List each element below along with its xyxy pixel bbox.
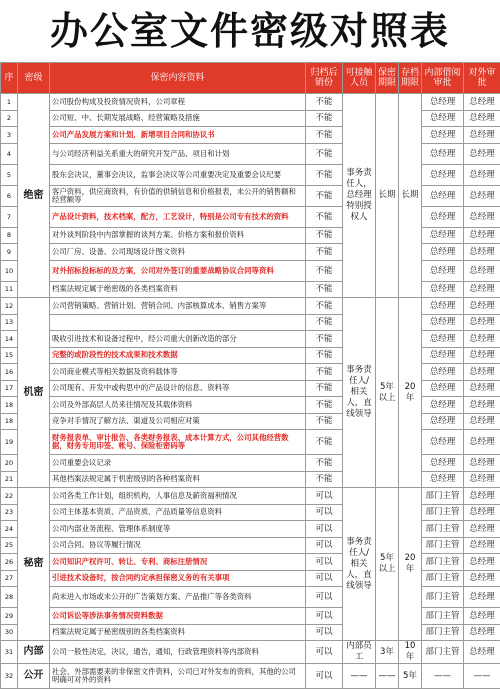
content-item: 公司内部业务流程、管理体系制度等 — [50, 521, 306, 538]
row-number: 2 — [1, 110, 18, 127]
archive-flag: 可以 — [306, 488, 343, 505]
external-approver: 总经理 — [464, 504, 500, 521]
row-number: 27 — [1, 570, 18, 587]
internal-approver: 总经理 — [422, 260, 464, 281]
content-item: 竞争对手情况了解方法、渠道及公司相应对策 — [50, 413, 306, 430]
external-approver: 总经理 — [464, 364, 500, 381]
content-item: 公司诉讼等涉法事务情况资料数据 — [50, 608, 306, 625]
external-approver: 总经理 — [464, 260, 500, 281]
keep-cell: 5年 — [399, 664, 422, 689]
access-group: 事务责任人/相关人，直线领导 — [343, 298, 376, 488]
internal-approver: 总经理 — [422, 364, 464, 381]
table-row — [1, 471, 500, 488]
row-number: 9 — [1, 244, 18, 261]
row-number: 3 — [1, 127, 18, 144]
table-row — [1, 164, 500, 185]
content-item: 公司股份构成及投资情况资料，公司章程 — [50, 94, 306, 111]
internal-approver: 总经理 — [422, 110, 464, 127]
col-internal: 内部借阅审批 — [422, 63, 464, 94]
external-approver: 总经理 — [464, 413, 500, 430]
content-item: 档案法规定属于秘密级别的各类档案资料 — [50, 624, 306, 641]
table-row — [1, 537, 500, 554]
content-item: 对外谈判阶段中内部掌握的谈判方案、价格方案和报价资料 — [50, 227, 306, 244]
internal-approver: 部门主管 — [422, 570, 464, 587]
table-row — [1, 624, 500, 641]
content-item: 公司及外部高层人员来往情况及其载体资料 — [50, 397, 306, 414]
keep-cell: 10年 — [399, 641, 422, 664]
external-approver: 总经理 — [464, 430, 500, 455]
col-external: 对外审批 — [464, 63, 500, 94]
internal-approver: 总经理 — [422, 298, 464, 315]
col-content: 保密内容资料 — [50, 63, 306, 94]
archive-flag: 不能 — [306, 430, 343, 455]
content-item: 引进技术设备时，按合同约定承担保密义务的有关事项 — [50, 570, 306, 587]
row-number: 23 — [1, 504, 18, 521]
archive-flag: 不能 — [306, 110, 343, 127]
table-row — [1, 206, 500, 227]
row-number: 5 — [1, 164, 18, 185]
content-item: 公司主体基本资质、产品资质、产品质量等信息资料 — [50, 504, 306, 521]
archive-flag: 不能 — [306, 413, 343, 430]
table-row — [1, 380, 500, 397]
table-row — [1, 314, 500, 331]
content-item: 财务报表单、审计报告、各类财务报表、成本计算方式，公司其他经营数据，财务专用印签、帐号、保险柜密码等 — [50, 430, 306, 455]
table-row — [1, 430, 500, 455]
external-approver: 总经理 — [464, 521, 500, 538]
period-cell: —— — [376, 664, 399, 689]
content-item: 公司营销策略、营销计划、营销合同、内部核算成本、销售方案等 — [50, 298, 306, 315]
archive-flag: 不能 — [306, 206, 343, 227]
table-row — [1, 244, 500, 261]
internal-approver: 部门主管 — [422, 554, 464, 571]
row-number: 4 — [1, 143, 18, 164]
archive-flag: 可以 — [306, 624, 343, 641]
row-number: 11 — [1, 281, 18, 298]
table-row — [1, 504, 500, 521]
archive-flag: 不能 — [306, 397, 343, 414]
access-group: 事务责任人/相关人，直线领导 — [343, 488, 376, 641]
content-item — [50, 314, 306, 331]
archive-flag: 不能 — [306, 127, 343, 144]
row-number: 12 — [1, 298, 18, 315]
row-number: 24 — [1, 521, 18, 538]
table-row — [1, 94, 500, 111]
col-no: 序 — [1, 63, 18, 94]
row-number: 26 — [1, 554, 18, 571]
table-body — [1, 94, 500, 689]
col-period: 保密期限 — [376, 63, 399, 94]
external-approver: 总经理 — [464, 587, 500, 608]
internal-approver: 部门主管 — [422, 641, 464, 664]
content-item: 公司短、中、长期发展战略、经营策略及措施 — [50, 110, 306, 127]
content-item: 公司知识产权许可、转让、专利、商标注册情况 — [50, 554, 306, 571]
period-cell: 3年 — [376, 641, 399, 664]
internal-approver: 部门主管 — [422, 624, 464, 641]
table-row — [1, 397, 500, 414]
col-archive: 归档后销份 — [306, 63, 343, 94]
table-row — [1, 554, 500, 571]
table-row — [1, 331, 500, 348]
period-cell: 5年以上 — [376, 488, 399, 641]
page-title: 办公室文件密级对照表 — [0, 0, 500, 62]
archive-flag: 可以 — [306, 521, 343, 538]
col-access: 可接触人员 — [343, 63, 376, 94]
archive-flag: 不能 — [306, 164, 343, 185]
internal-approver: 总经理 — [422, 314, 464, 331]
row-number: 8 — [1, 227, 18, 244]
table-row — [1, 521, 500, 538]
archive-flag: 可以 — [306, 608, 343, 625]
table-row — [1, 127, 500, 144]
internal-approver: 部门主管 — [422, 537, 464, 554]
level-label: 绝密 — [18, 94, 50, 298]
content-item: 公司合同、协议等履行情况 — [50, 537, 306, 554]
content-item: 产品设计资料，技术档案，配方，工艺设计，特别是公司专有技术的资料 — [50, 206, 306, 227]
keep-cell: 长期 — [399, 94, 422, 298]
archive-flag: 不能 — [306, 471, 343, 488]
content-item: 与公司经济利益关系重大的研究开发产品、项目和计划 — [50, 143, 306, 164]
external-approver: 总经理 — [464, 314, 500, 331]
table-row — [1, 413, 500, 430]
level-label: 秘密 — [18, 488, 50, 641]
content-item: 公司厂房、设备、公司现场设计图文资料 — [50, 244, 306, 261]
internal-approver: 总经理 — [422, 143, 464, 164]
external-approver: 总经理 — [464, 608, 500, 625]
row-number: 18 — [1, 397, 18, 414]
external-approver: 总经理 — [464, 347, 500, 364]
header-row — [1, 63, 500, 94]
internal-approver: 总经理 — [422, 127, 464, 144]
access-group: 事务责任人，总经理特别授权人 — [343, 94, 376, 298]
internal-approver: —— — [422, 664, 464, 689]
archive-flag: 不能 — [306, 455, 343, 472]
internal-approver: 总经理 — [422, 430, 464, 455]
archive-flag: 不能 — [306, 185, 343, 206]
internal-approver: 总经理 — [422, 206, 464, 227]
row-number: 20 — [1, 455, 18, 472]
external-approver: 总经理 — [464, 455, 500, 472]
keep-cell: 20年 — [399, 488, 422, 641]
internal-approver: 总经理 — [422, 347, 464, 364]
content-item: 吸收引进技术和设备过程中，经公司重大创新改造的部分 — [50, 331, 306, 348]
internal-approver: 总经理 — [422, 455, 464, 472]
content-item: 公司商业模式等相关数据及资料载体等 — [50, 364, 306, 381]
row-number: 32 — [1, 664, 18, 689]
external-approver: 总经理 — [464, 127, 500, 144]
external-approver: 总经理 — [464, 471, 500, 488]
row-number: 28 — [1, 587, 18, 608]
row-number: 10 — [1, 260, 18, 281]
internal-approver: 总经理 — [422, 185, 464, 206]
archive-flag: 可以 — [306, 641, 343, 664]
external-approver: 总经理 — [464, 110, 500, 127]
table-row — [1, 143, 500, 164]
external-approver: 总经理 — [464, 488, 500, 505]
archive-flag: 可以 — [306, 554, 343, 571]
row-number: 19 — [1, 430, 18, 455]
table-row — [1, 227, 500, 244]
col-keep: 存档期限 — [399, 63, 422, 94]
content-item: 档案法规定属于绝密级的各类档案资料 — [50, 281, 306, 298]
content-item: 公司一般性决定，决议，通告，通知，行政管理资料等内部资料 — [50, 641, 306, 664]
internal-approver: 总经理 — [422, 471, 464, 488]
table-row — [1, 608, 500, 625]
external-approver: 总经理 — [464, 570, 500, 587]
archive-flag: 不能 — [306, 260, 343, 281]
external-approver: 总经理 — [464, 206, 500, 227]
access-group: 内部员工 — [343, 641, 376, 664]
period-cell: 长期 — [376, 94, 399, 298]
external-approver: 总经理 — [464, 397, 500, 414]
keep-cell: 20年 — [399, 298, 422, 488]
archive-flag: 可以 — [306, 504, 343, 521]
internal-approver: 总经理 — [422, 164, 464, 185]
archive-flag: 可以 — [306, 537, 343, 554]
content-item: 社会、外部需要来的非保密文件资料，公司已对外发布的资料，其他的公司明确可对外的资料 — [50, 664, 306, 689]
table-row — [1, 570, 500, 587]
content-item: 公司重要会议记录 — [50, 455, 306, 472]
table-row — [1, 185, 500, 206]
external-approver: 总经理 — [464, 537, 500, 554]
external-approver: 总经理 — [464, 244, 500, 261]
content-item: 公司各类工作计划，组织机构，人事信息及薪资福利情况 — [50, 488, 306, 505]
internal-approver: 总经理 — [422, 244, 464, 261]
content-item: 公司产品发展方案和计划，新增项目合同和协议书 — [50, 127, 306, 144]
table-row — [1, 641, 500, 664]
external-approver: 总经理 — [464, 94, 500, 111]
content-item: 客户资料，供应商资料，有价值的供销信息和价格报表，未公开的销售额和经营额等 — [50, 185, 306, 206]
col-level: 密级 — [18, 63, 50, 94]
table-row — [1, 298, 500, 315]
row-number: 14 — [1, 331, 18, 348]
archive-flag: 不能 — [306, 314, 343, 331]
internal-approver: 总经理 — [422, 331, 464, 348]
internal-approver: 总经理 — [422, 397, 464, 414]
external-approver: 总经理 — [464, 641, 500, 664]
table-row — [1, 455, 500, 472]
archive-flag: 不能 — [306, 347, 343, 364]
row-number: 7 — [1, 206, 18, 227]
external-approver: 总经理 — [464, 331, 500, 348]
table-row — [1, 488, 500, 505]
table-row — [1, 281, 500, 298]
archive-flag: 不能 — [306, 94, 343, 111]
row-number: 16 — [1, 364, 18, 381]
internal-approver: 部门主管 — [422, 488, 464, 505]
archive-flag: 可以 — [306, 587, 343, 608]
period-cell: 5年以上 — [376, 298, 399, 488]
row-number: 31 — [1, 641, 18, 664]
external-approver: 总经理 — [464, 298, 500, 315]
table-row — [1, 347, 500, 364]
row-number: 1 — [1, 94, 18, 111]
internal-approver: 总经理 — [422, 380, 464, 397]
external-approver: —— — [464, 664, 500, 689]
row-number: 22 — [1, 488, 18, 505]
table-row — [1, 110, 500, 127]
table-row — [1, 260, 500, 281]
external-approver: 总经理 — [464, 380, 500, 397]
content-item: 股东会决议，董事会决议，监事会决议等公司重要决定及重要会议纪要 — [50, 164, 306, 185]
row-number: 15 — [1, 347, 18, 364]
row-number: 29 — [1, 608, 18, 625]
external-approver: 总经理 — [464, 227, 500, 244]
table-row — [1, 364, 500, 381]
row-number: 13 — [1, 314, 18, 331]
table-row — [1, 664, 500, 689]
external-approver: 总经理 — [464, 281, 500, 298]
external-approver: 总经理 — [464, 185, 500, 206]
row-number: 30 — [1, 624, 18, 641]
archive-flag: 不能 — [306, 364, 343, 381]
row-number: 17 — [1, 380, 18, 397]
internal-approver: 总经理 — [422, 94, 464, 111]
level-label: 公开 — [18, 664, 50, 689]
row-number: 18 — [1, 413, 18, 430]
internal-approver: 部门主管 — [422, 608, 464, 625]
internal-approver: 总经理 — [422, 227, 464, 244]
level-label: 机密 — [18, 298, 50, 488]
content-item: 公司现有、开发中或构思中的产品设计的信息、资料等 — [50, 380, 306, 397]
row-number: 6 — [1, 185, 18, 206]
row-number: 25 — [1, 537, 18, 554]
archive-flag: 不能 — [306, 227, 343, 244]
level-label: 内部 — [18, 641, 50, 664]
internal-approver: 总经理 — [422, 281, 464, 298]
external-approver: 总经理 — [464, 624, 500, 641]
archive-flag: 可以 — [306, 570, 343, 587]
external-approver: 总经理 — [464, 164, 500, 185]
internal-approver: 部门主管 — [422, 587, 464, 608]
archive-flag: 不能 — [306, 143, 343, 164]
row-number: 21 — [1, 471, 18, 488]
internal-approver: 总经理 — [422, 413, 464, 430]
access-group: —— — [343, 664, 376, 689]
content-item: 其他档案法规定属于机密级别的各种档案资料 — [50, 471, 306, 488]
external-approver: 总经理 — [464, 143, 500, 164]
table-row — [1, 587, 500, 608]
internal-approver: 部门主管 — [422, 521, 464, 538]
archive-flag: 不能 — [306, 298, 343, 315]
content-item: 完整的或阶段性的技术成果和技术数据 — [50, 347, 306, 364]
content-item: 尚未进入市场或未公开的广告策划方案、产品推广等各类资料 — [50, 587, 306, 608]
archive-flag: 不能 — [306, 244, 343, 261]
content-item: 对外招标投标标的及方案，公司对外签订的重要战略协议合同等资料 — [50, 260, 306, 281]
archive-flag: 可以 — [306, 664, 343, 689]
archive-flag: 不能 — [306, 281, 343, 298]
archive-flag: 不能 — [306, 331, 343, 348]
internal-approver: 部门主管 — [422, 504, 464, 521]
archive-flag: 不能 — [306, 380, 343, 397]
external-approver: 总经理 — [464, 554, 500, 571]
secrecy-table — [0, 62, 500, 689]
